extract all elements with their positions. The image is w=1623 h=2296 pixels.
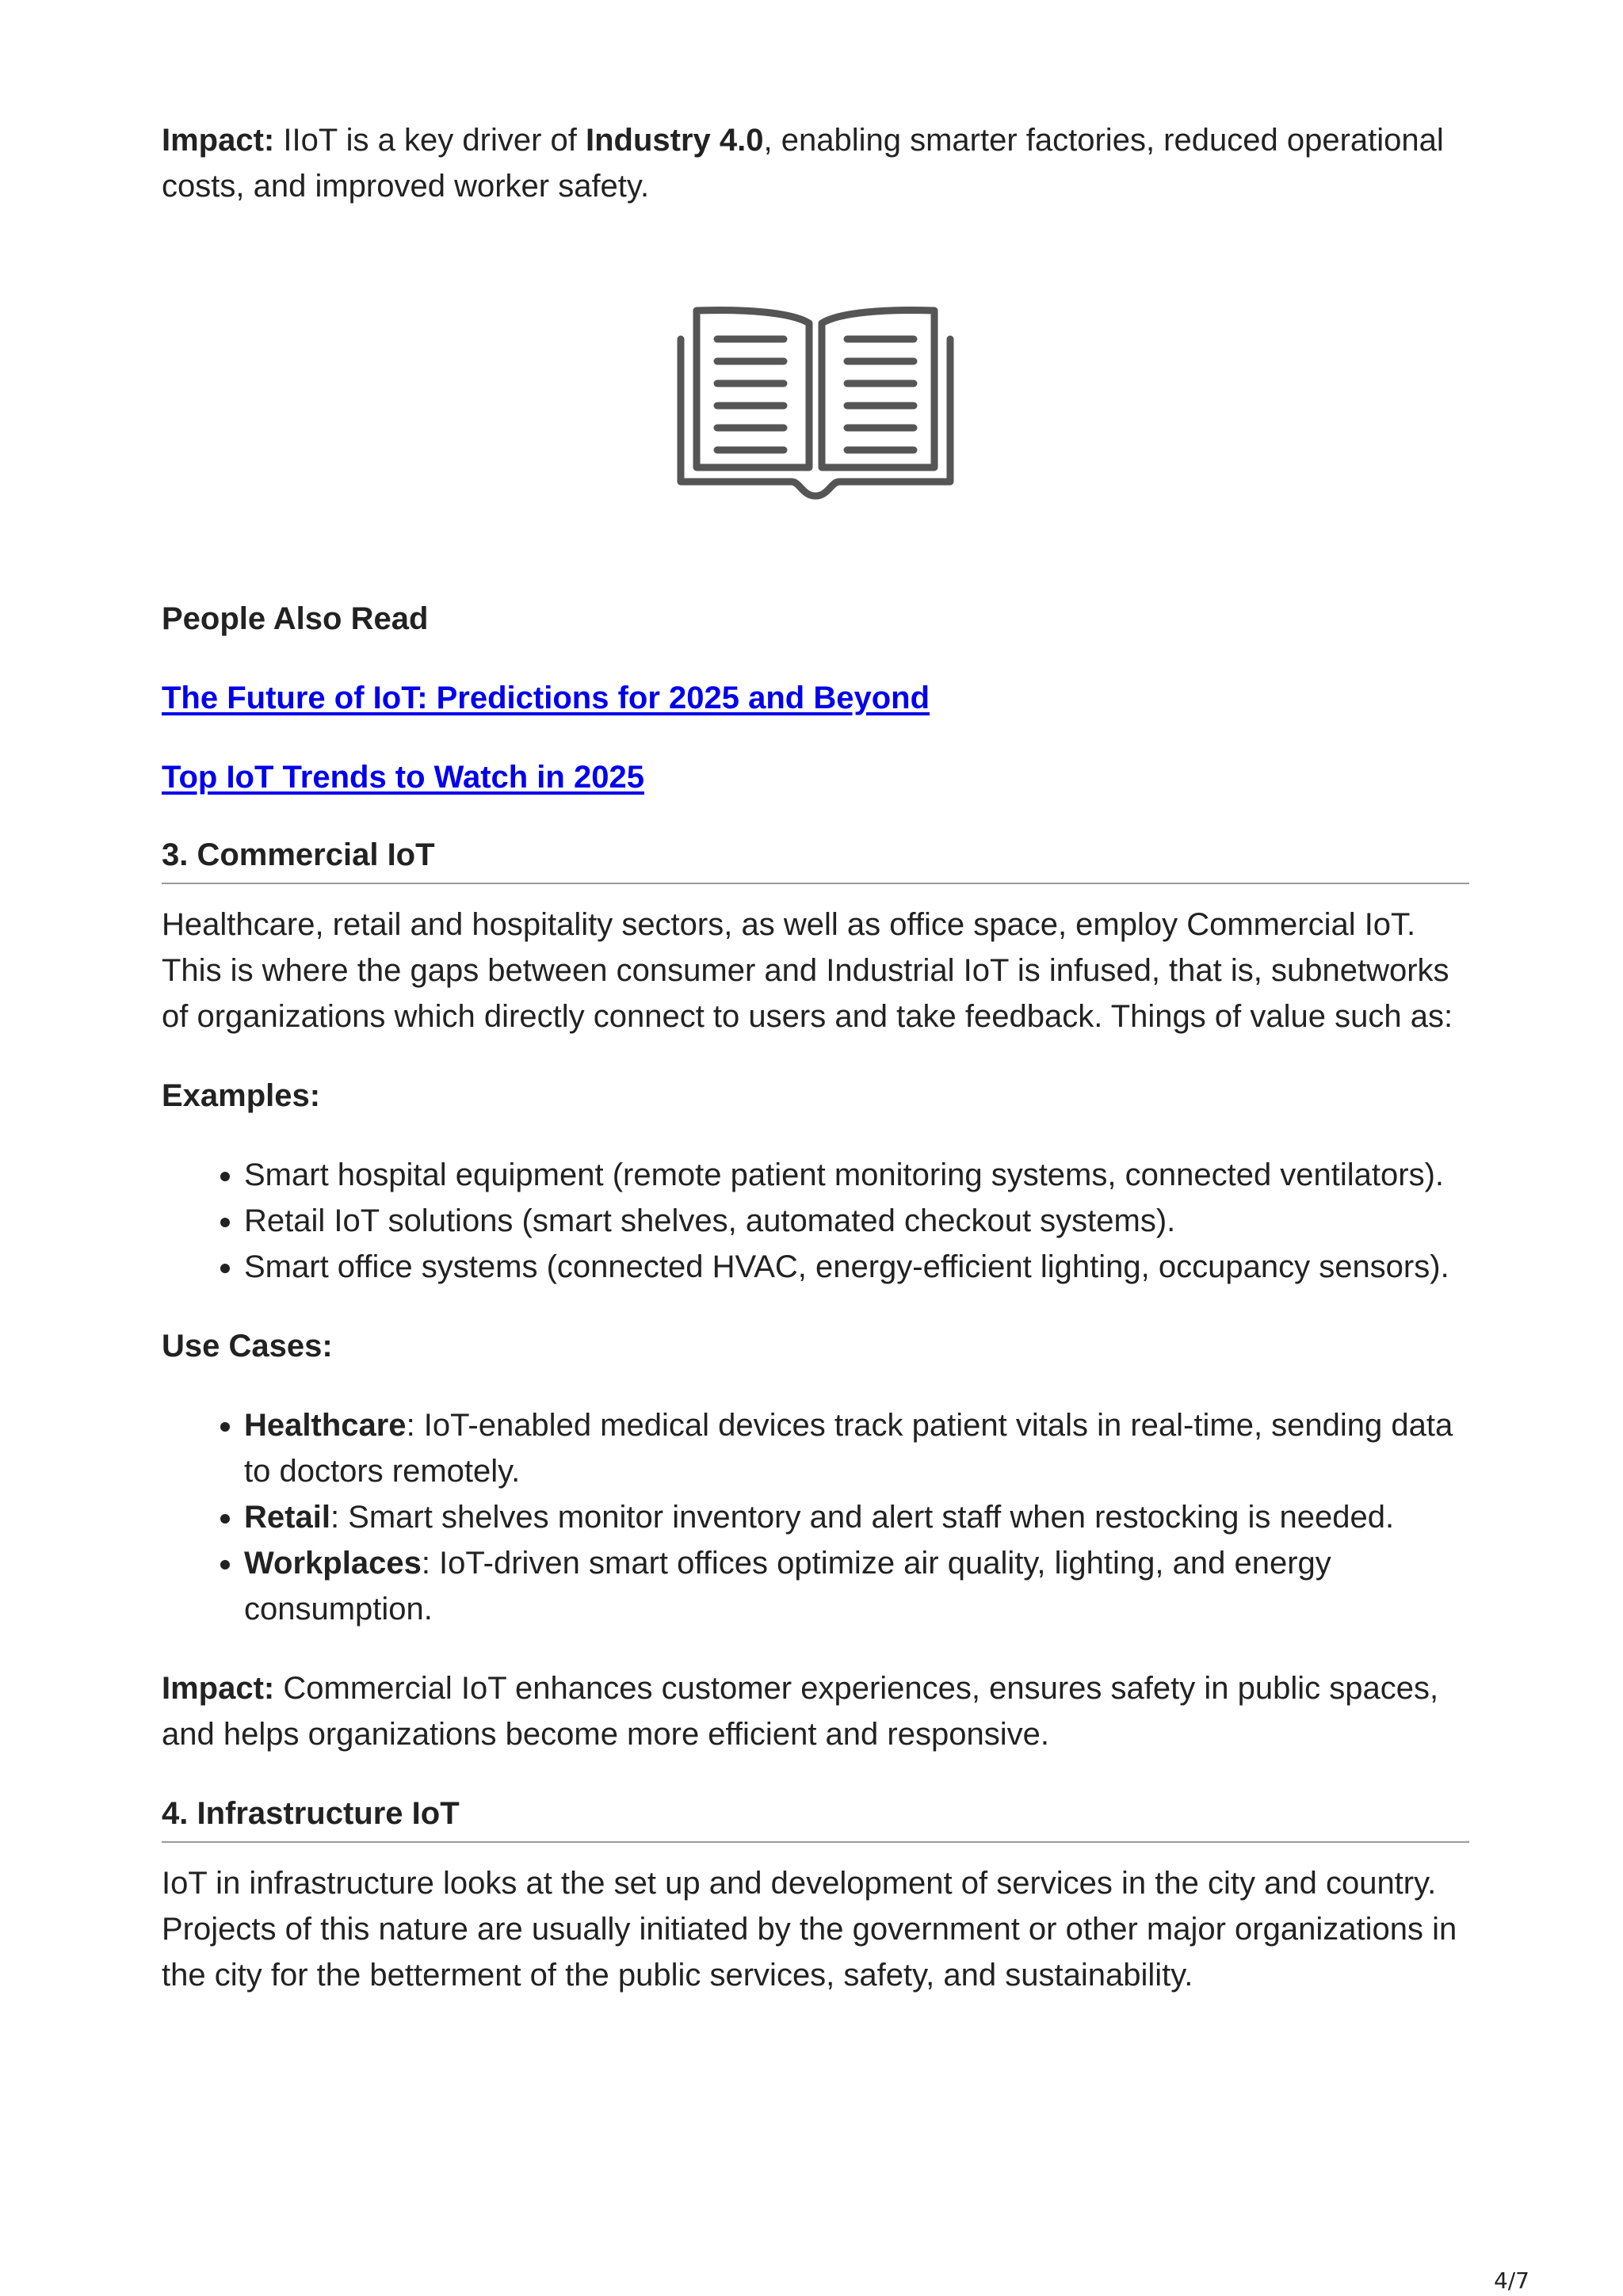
use-case-text: : Smart shelves monitor inventory and alert staff when restocking is needed.: [330, 1500, 1395, 1535]
list-item: • Smart office systems (connected HVAC, energy-efficient lighting, occupancy sensors).: [244, 1244, 1469, 1290]
use-case-text: : IoT-enabled medical devices track patient vitals in real-time, sending data to doctors remotely.: [244, 1408, 1453, 1489]
examples-label: Examples:: [162, 1078, 321, 1113]
examples-list: [162, 1152, 1469, 1290]
link-future-of-iot-anchor[interactable]: The Future of IoT: Predictions for 2025 and Beyond: [162, 681, 930, 715]
use-case-term: Workplaces: [244, 1546, 422, 1581]
list-item: [244, 1402, 1469, 1494]
infrastructure-iot-heading: 4. Infrastructure IoT: [162, 1791, 1469, 1843]
book-illustration: [162, 303, 1469, 502]
impact-paragraph-iiot: [162, 117, 1469, 209]
list-item: • Smart hospital equipment (remote patient monitoring systems, connected ventilators).: [244, 1152, 1469, 1198]
use-cases-list: [162, 1402, 1469, 1632]
list-item: [244, 1540, 1469, 1632]
people-also-read-heading: People Also Read: [162, 601, 429, 636]
infrastructure-intro: IoT in infrastructure looks at the set up and development of services in the city and country. Projects of this nature are usually initiated by the government or other major organizations in the city for the betterment of the public services, safety, and sustainability.: [162, 1866, 1457, 1993]
use-case-text: : IoT-driven smart offices optimize air quality, lighting, and energy consumption.: [244, 1546, 1331, 1627]
link-future-of-iot[interactable]: [162, 675, 1469, 721]
impact-paragraph-commercial: [162, 1665, 1469, 1757]
link-top-iot-trends-anchor[interactable]: Top IoT Trends to Watch in 2025: [162, 760, 644, 795]
impact-label: Impact:: [162, 1671, 275, 1706]
link-top-iot-trends[interactable]: [162, 754, 1469, 800]
industry-term: Industry 4.0: [585, 123, 764, 158]
impact-text-pre: IIoT is a key driver of: [274, 123, 586, 158]
page-number: 4/7: [1493, 2267, 1529, 2294]
impact-label: Impact:: [162, 123, 275, 158]
list-item: [244, 1494, 1469, 1540]
use-case-term: Retail: [244, 1500, 330, 1535]
open-book-icon: [673, 303, 958, 502]
impact-text: Commercial IoT enhances customer experiences, ensures safety in public spaces, and helps organizations become more efficient and responsive.: [162, 1671, 1439, 1752]
list-item: • Retail IoT solutions (smart shelves, automated checkout systems).: [244, 1198, 1469, 1244]
commercial-iot-heading: 3. Commercial IoT: [162, 832, 1469, 884]
document-page: [162, 117, 1469, 1998]
commercial-intro: Healthcare, retail and hospitality sectors, as well as office space, employ Commercial IoT. This is where the gaps between consumer and Industrial IoT is infused, that is, subnetworks of organizations which directly connect to users and take feedback. Things of value such as:: [162, 907, 1453, 1034]
impact-text-post: , enabling smarter factories, reduced operational costs, and improved worker safety.: [162, 123, 1444, 204]
use-case-term: Healthcare: [244, 1408, 407, 1443]
use-cases-label: Use Cases:: [162, 1329, 333, 1363]
